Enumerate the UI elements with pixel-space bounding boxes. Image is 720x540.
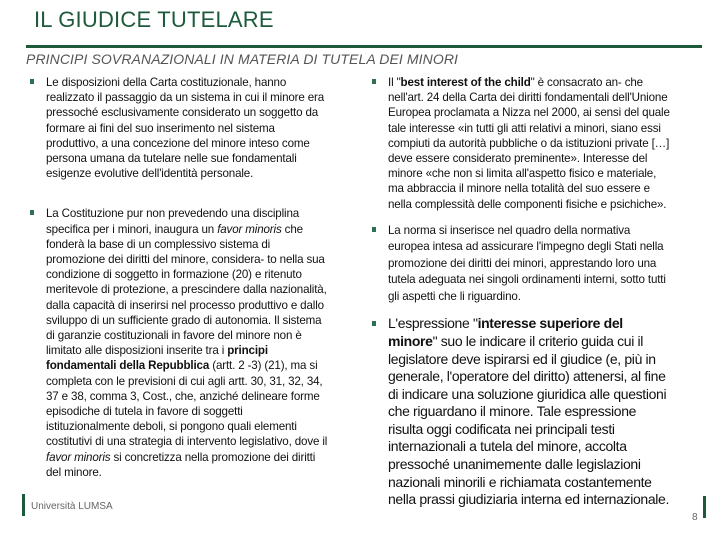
left-column (30, 75, 360, 480)
bullet-item (30, 206, 360, 480)
text-segment: che fonderà la base di un complessivo sistema di promozione dei diritti del minore, considera- to nella sua condizione di soggetto in formazione (20) e ritenuto meritevole di protezione, a prescindere dalla nazionalità, dalla capacità di inserirsi nel processo produttivo e dallo sviluppo di un sufficiente grado di autonomia. Il sistema di garanzie costituzionali in favore del minore non è limitato alle disposizioni inserite tra i (46, 222, 327, 358)
footer-institution: Università LUMSA (31, 501, 113, 512)
italic-text: favor minoris (46, 450, 111, 464)
page-number: 8 (692, 512, 698, 523)
bullet-square-icon (372, 79, 376, 84)
footer-accent-bar (22, 494, 25, 516)
slide-subtitle: PRINCIPI SOVRANAZIONALI IN MATERIA DI TUTELA DEI MINORI (26, 51, 459, 67)
text-segment: " è consacrato an- che nell'art. 24 della Carta dei diritti fondamentali dell'Unione Europea proclamata a Nizza nel 2000, ai sensi del quale tale interesse «in tutti gli atti relativi a minori, siano essi compiuti da autorità pubbliche o da istituzioni private […] deve essere considerato preminente». Interesse del minore «che non si limita all'aspetto fisico e materiale, ma abbraccia il minore nella totalità del suo essere e nella complessità delle componenti fisiche e psichiche». (388, 76, 670, 211)
italic-text: favor minoris (217, 222, 282, 236)
right-column (372, 75, 692, 509)
bold-text: principi fondamentali della Repubblica (46, 344, 268, 373)
bullet-square-icon (372, 227, 376, 232)
text-segment: " suo le indicare il criterio guida cui il legislatore deve ispirarsi ed il giudice (e, più in generale, l'operatore del diritto) attenersi, al fine di indicare una soluzione giuridica alle questioni che riguardano il minore. Tale espressione risulta oggi codificata nei principali testi internazionali a tutela del minore, accolta pressoché unanimemente dalle legislazioni nazionali minorili e richiamata costantemente nella prassi giudiziaria interna ed internazionale. (388, 332, 669, 508)
text-segment: Le disposizioni della Carta costituzionale, hanno realizzato il passaggio da un sistema in cui il minore era pressoché esclusivamente considerato un soggetto da formare ai fini del suo inserimento nel sistema produttivo, a una concezione del minore inteso come persona umana da tutelare nelle sue fondamentali esigenze evolutive dell'identità personale. (46, 76, 325, 181)
slide-title: IL GIUDICE TUTELARE (34, 7, 274, 32)
bullet-square-icon (30, 210, 34, 215)
bullet-item (372, 223, 692, 306)
page-accent-bar (703, 496, 706, 518)
bullet-item (30, 75, 360, 181)
bold-text: best interest of the child (400, 76, 531, 89)
text-segment: La Costituzione pur non prevedendo una disciplina specifica per i minori, inaugura un (46, 207, 300, 236)
text-segment: La norma si inserisce nel quadro della normativa europea intesa ad assicurare l'impegno degli Stati nella promozione dei diritti dei minori, apprestando loro una tutela adeguata nei singoli ordinamenti interni, sotto tutti gli aspetti che li riguardino. (388, 223, 666, 303)
text-segment: si concretizza nella promozione dei diritti del minore. (46, 450, 316, 479)
text-segment: Il " (388, 76, 401, 89)
title-divider (26, 45, 702, 48)
text-segment: (artt. 2 -3) (21), ma si completa con le previsioni di cui agli artt. 30, 31, 32, 34, 37 e 38, comma 3, Cost., che, anziché delineare forme episodiche di tutela in favore di soggetti istituzionalmente deboli, si pongono quali elementi costitutivi di una strategia di intervento legislativo, dove il (46, 359, 328, 449)
bullet-item (372, 315, 692, 509)
bullet-item (372, 75, 692, 212)
bold-text: interesse superiore del minore (388, 315, 623, 349)
bullet-square-icon (372, 321, 376, 326)
text-segment: L'espressione " (388, 315, 478, 332)
bullet-square-icon (30, 79, 34, 84)
